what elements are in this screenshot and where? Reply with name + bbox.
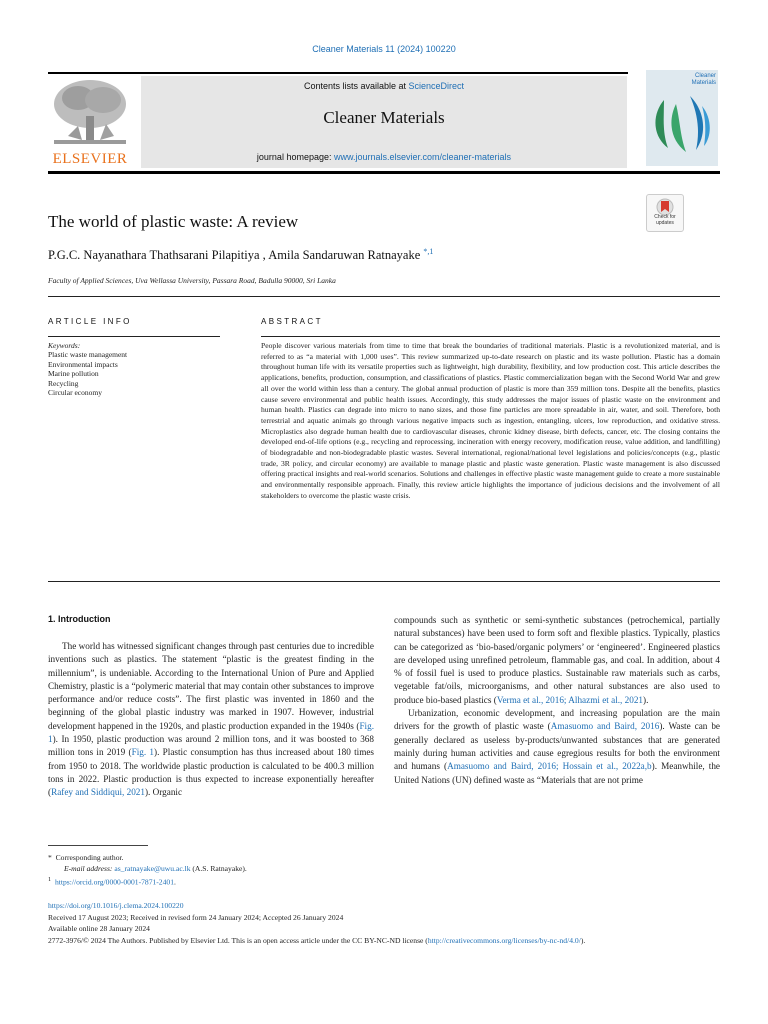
footnote-mark: 1 xyxy=(48,876,52,883)
article-info-heading: ARTICLE INFO xyxy=(48,317,132,326)
orcid-suffix: . xyxy=(174,877,176,887)
text-run: The world has witnessed significant changes through past centuries due to incredible inventions such as plastics. The statement “plastic is the greatest finding in the millennium”, is undeniable. According to the International Union of Pure and Applied Chemistry, plastic is a “polymeric material that may contain other substances to improve performance and/or reduce costs”. The first plastic was invented in 1860 and the beginning of the global plastic industry was marked in 1907. However, industrial development happened in the 1920s, and plastic production expanded in the 1940s ( xyxy=(48,641,374,731)
author-2-marks[interactable]: *,1 xyxy=(423,247,434,256)
footnotes xyxy=(48,852,728,888)
keyword-item: Marine pollution xyxy=(48,369,99,379)
citation-link[interactable]: Rafey and Siddiqui, 2021 xyxy=(51,787,145,798)
citation-link[interactable]: Amasuomo and Baird, 2016 xyxy=(550,721,660,732)
copyright-text-end: ). xyxy=(580,935,586,945)
text-run: ). xyxy=(643,694,649,705)
section-heading-introduction: 1. Introduction xyxy=(48,614,111,624)
keyword-item: Circular economy xyxy=(48,388,102,398)
affiliation: Faculty of Applied Sciences, Uva Wellassa University, Passara Road, Badulla 90000, Sri Lanka xyxy=(48,276,336,285)
homepage-line xyxy=(141,152,627,162)
text-run: ). Organic xyxy=(144,787,183,798)
abstract-rule xyxy=(261,336,720,337)
text-run: ). In 1950, plastic production was around 2 million tons, and it was boosted to 368 million tons in 2019 ( xyxy=(48,734,374,758)
abstract-text: People discover various materials from time to time that break the boundaries of traditional materials. Plastic is a revolutionized material, and is referred to as “a material with 1,000 uses”. This review summarized up-to-date research on plastic and its waste pollution. Plastic has a domain throughout human life with its versatile properties such as lightweight, high durability, flexibility, and low production cost. This article describes the applications, benefits, production, consumption, and classifications of plastics. Plastic commercialization began with the Second World War and grew all over the world within less than a century. The global annual production of plastic is more than 359 million tons. Despite all the benefits, plastics cause severe environmental and public health issues. Accordingly, this study addresses the major issues of plastic waste on the environment and human health. Plastics can degrade into micro to nano sizes, and those fine particles are more spreadable in air, water, and soil. Therefore, both terrestrial and aquatic animals go through various negative impacts such as ingestion, entangling, ulcers, low reproduction, and oxidative stress. Microplastics also degrade human health due to cardiovascular diseases, chronic kidney disease, birth defects, cancer, etc. The closing contains the developed end-of-life options (e.g., recycling and reprocessing, incineration with energy recovery, modification reuse, value addition, and landfilling) of biodegradable and non-biodegradable plastic wastes. Several international, regional/national level legislations and policies/concepts (e.g., plastic trade, 3R policy, and circular economy) are available to manage plastic and plastic waste generation. Plastic waste management is also discussed offering practical insights and real-world scenarios. Solutions and challenges in effective plastic waste management guide to create a more sustainable and environmentally responsible approach. Finally, this review article highlights the importance of judicious decisions and the involvement of all stakeholders to overcome the plastic waste crisis. xyxy=(261,341,720,500)
footnote-text: Corresponding author. xyxy=(55,853,124,862)
check-for-updates-label: Check for updates xyxy=(654,214,676,226)
text-run: ). Plastic consumption has thus increased about 180 times from 1950 to 2018. The worldwide plastic production is calculated to be 400.3 million tons in 2022. Plastic production is thus expected to increase exponentially hereafter ( xyxy=(48,747,374,798)
copyright-text: 2772-3976/© 2024 The Authors. Published by Elsevier Ltd. This is an open access article under the CC BY-NC-ND license ( xyxy=(48,935,428,945)
footnote-email xyxy=(48,863,728,874)
figure-link[interactable]: Fig. 1 xyxy=(131,747,155,758)
citation-link[interactable]: Amasuomo and Baird, 2016; Hossain et al., 2022a,b xyxy=(447,761,652,772)
homepage-link[interactable]: www.journals.elsevier.com/cleaner-materials xyxy=(333,152,512,162)
copyright-notice xyxy=(48,935,720,947)
orcid-link[interactable]: https://orcid.org/0000-0001-7871-2401 xyxy=(54,877,174,887)
intro-paragraph-3 xyxy=(394,707,720,787)
author-2[interactable]: Amila Sandaruwan Ratnayake xyxy=(268,248,421,263)
cover-title: Cleaner Materials xyxy=(691,73,716,86)
email-label: E-mail address: xyxy=(64,864,115,873)
header-thick-rule xyxy=(48,171,720,174)
intro-column-right xyxy=(394,614,720,787)
sciencedirect-link[interactable]: ScienceDirect xyxy=(408,81,465,91)
author-separator: , xyxy=(259,248,269,263)
email-suffix: (A.S. Ratnayake). xyxy=(190,864,247,873)
info-rule xyxy=(48,336,220,337)
contents-prefix: Contents lists available at xyxy=(303,81,409,91)
keywords-block xyxy=(48,341,218,397)
text-run: ). Waste can be generally declared as useless by-products/unwanted substances that are generated mainly during human activities and cause egregious results for both the environment and humans ( xyxy=(394,721,720,772)
email-link[interactable]: as_ratnayake@uwu.ac.lk xyxy=(114,864,191,873)
figure-link[interactable]: Fig. 1 xyxy=(48,720,374,745)
license-link[interactable]: http://creativecommons.org/licenses/by-nc-nd/4.0/ xyxy=(427,935,581,945)
keyword-item: Plastic waste management xyxy=(48,350,128,360)
footnote-orcid xyxy=(48,874,728,888)
footnote-mark: * xyxy=(48,853,52,862)
title-rule xyxy=(48,296,720,297)
received-dates: Received 17 August 2023; Received in revised form 24 January 2024; Accepted 26 January 2024 xyxy=(48,912,344,922)
available-online: Available online 28 January 2024 xyxy=(48,924,150,933)
check-for-updates-button[interactable] xyxy=(646,194,684,232)
intro-column-left xyxy=(48,640,374,800)
article-title: The world of plastic waste: A review xyxy=(48,212,299,231)
keywords-label: Keywords: xyxy=(48,341,81,350)
keyword-item: Environmental impacts xyxy=(48,359,118,369)
keyword-item: Recycling xyxy=(48,378,79,388)
author-list xyxy=(48,247,433,263)
homepage-prefix: journal homepage: xyxy=(256,152,334,162)
article-metadata xyxy=(48,900,720,946)
journal-citation[interactable]: Cleaner Materials 11 (2024) 100220 xyxy=(312,44,456,54)
footnote-corresponding xyxy=(48,852,728,863)
text-run: Urbanization, economic development, and increasing population are the main drivers for the growth of plastic waste ( xyxy=(394,708,720,732)
journal-name: Cleaner Materials xyxy=(323,108,445,127)
elsevier-wordmark: ELSEVIER xyxy=(52,151,128,167)
intro-paragraph-2 xyxy=(394,614,720,707)
abstract-bottom-rule xyxy=(48,581,720,582)
author-1[interactable]: P.G.C. Nayanathara Thathsarani Pilapitiya xyxy=(48,248,260,263)
contents-line xyxy=(141,81,627,91)
text-run: compounds such as synthetic or semi-synthetic substances (petrochemical, partially natural substances) have been used to form soft and flexible plastics. Typically, plastics can be categorized as ‘bio-based/organic polymers’ or ‘engineered’. Engineered plastics are developed using unrefined petroleum, flammable gas, and coal. In addition, about 4 % of fossil fuel is used to produce plastics. Sustainable raw materials such as carbs, vegetable fat/oils, microorganisms, and other natural substances are also used to produce bio-based plastics ( xyxy=(394,615,720,705)
intro-paragraph-1 xyxy=(48,640,374,800)
abstract-heading: ABSTRACT xyxy=(261,317,323,326)
text-run: ). Meanwhile, the United Nations (UN) defined waste as “Materials that are not prime xyxy=(394,761,720,785)
footnote-rule xyxy=(48,845,148,846)
header-rule xyxy=(48,72,628,74)
citation-link[interactable]: Verma et al., 2016; Alhazmi et al., 2021 xyxy=(496,694,644,705)
doi-link[interactable]: https://doi.org/10.1016/j.clema.2024.100220 xyxy=(48,901,184,910)
